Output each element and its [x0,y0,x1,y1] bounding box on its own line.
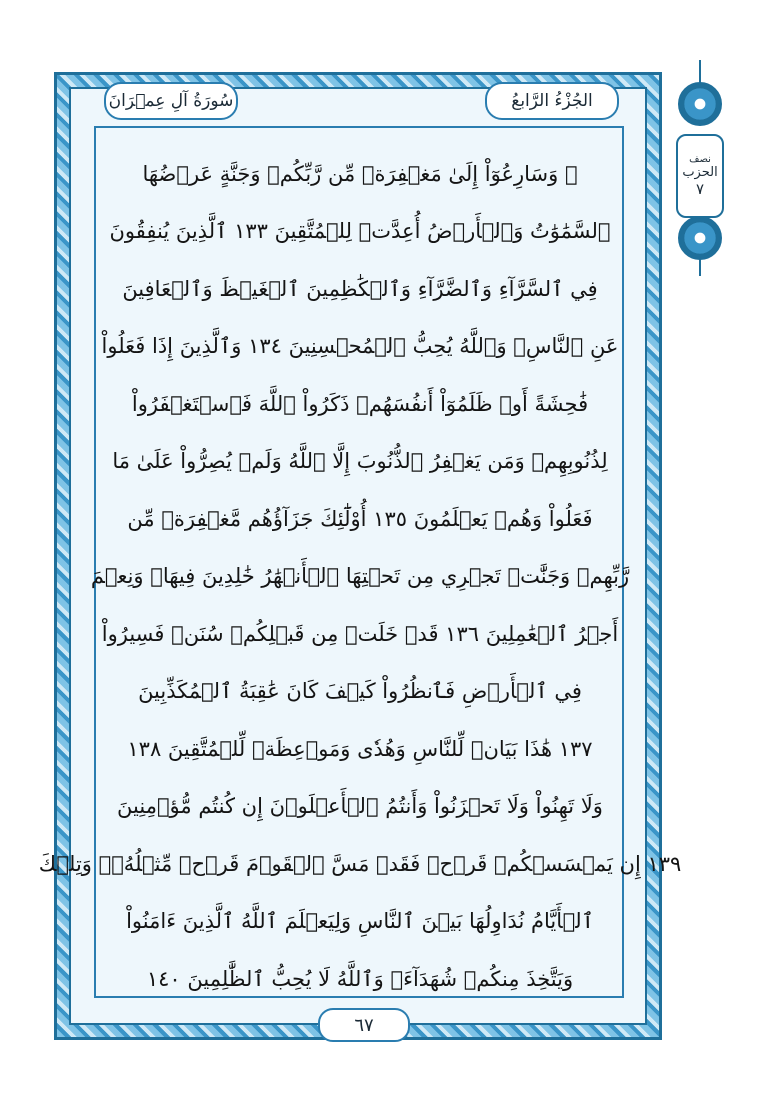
verse-line-2: ٱلسَّمَٰوَٰتُ وَٱلۡأَرۡضُ أُعِدَّتۡ لِلۡمُتَّقِينَ ١٣٣ ٱلَّذِينَ يُنفِقُونَ [109,219,611,244]
verse-line-13: ١٣٩ إِن يَمۡسَسۡكُمۡ قَرۡحٞ فَقَدۡ مَسَّ ٱلۡقَوۡمَ قَرۡحٞ مِّثۡلُهُۥۚ وَتِلۡكَ [38,851,682,876]
verse-line-6: لِذُنُوبِهِمۡ وَمَن يَغۡفِرُ ٱلذُّنُوبَ إِلَّا ٱللَّهُ وَلَمۡ يُصِرُّواْ عَلَىٰ مَا [112,449,608,474]
verse-line-4: عَنِ ٱلنَّاسِۗ وَٱللَّهُ يُحِبُّ ٱلۡمُحۡسِنِينَ ١٣٤ وَٱلَّذِينَ إِذَا فَعَلُواْ [101,334,619,359]
rosette-icon [678,216,722,260]
hizb-fraction: نصف [689,154,711,165]
verse-line-10: فِي ٱلۡأَرۡضِ فَٱنظُرُواْ كَيۡفَ كَانَ عَٰقِبَةُ ٱلۡمُكَذِّبِينَ [138,679,582,704]
verse-line-7: فَعَلُواْ وَهُمۡ يَعۡلَمُونَ ١٣٥ أُوْلَٰٓئِكَ جَزَآؤُهُم مَّغۡفِرَةٞ مِّن [127,506,593,531]
verse-line-11: ١٣٧ هَٰذَا بَيَانٞ لِّلنَّاسِ وَهُدٗى وَمَوۡعِظَةٞ لِّلۡمُتَّقِينَ ١٣٨ [127,736,593,761]
verse-line-1: ۞ وَسَارِعُوٓاْ إِلَىٰ مَغۡفِرَةٖ مِّن رَّبِّكُمۡ وَجَنَّةٍ عَرۡضُهَا [142,161,578,186]
hizb-stem-bottom [699,258,701,276]
juz-label: الجُزْءُ الرَّابعُ [485,82,619,120]
hizb-number: ٧ [695,180,705,198]
rosette-icon [678,82,722,126]
verse-line-5: فَٰحِشَةً أَوۡ ظَلَمُوٓاْ أَنفُسَهُمۡ ذَكَرُواْ ٱللَّهَ فَٱسۡتَغۡفَرُواْ [131,391,589,416]
page-number: ٦٧ [318,1008,410,1042]
verse-line-12: وَلَا تَهِنُواْ وَلَا تَحۡزَنُواْ وَأَنتُمُ ٱلۡأَعۡلَوۡنَ إِن كُنتُم مُّؤۡمِنِينَ [117,794,603,819]
surah-label: سُورَةُ آلِ عِمۡرَانَ [104,82,238,120]
verse-lines [38,145,682,1008]
verse-line-8: رَّبِّهِمۡ وَجَنَّٰتٞ تَجۡرِي مِن تَحۡتِهَا ٱلۡأَنۡهَٰرُ خَٰلِدِينَ فِيهَاۚ وَنِعۡمَ [90,564,630,589]
verse-line-9: أَجۡرُ ٱلۡعَٰمِلِينَ ١٣٦ قَدۡ خَلَتۡ مِن قَبۡلِكُمۡ سُنَنٞ فَسِيرُواْ [101,621,619,646]
verse-line-14: ٱلۡأَيَّامُ نُدَاوِلُهَا بَيۡنَ ٱلنَّاسِ وَلِيَعۡلَمَ ٱللَّهُ ٱلَّذِينَ ءَامَنُواْ [126,909,594,934]
hizb-box [676,134,724,218]
verse-line-3: فِي ٱلسَّرَّآءِ وَٱلضَّرَّآءِ وَٱلۡكَٰظِمِينَ ٱلۡغَيۡظَ وَٱلۡعَافِينَ [122,276,598,301]
hizb-stem-top [699,60,701,84]
hizb-label: الحزب [682,165,718,180]
verse-line-15: وَيَتَّخِذَ مِنكُمۡ شُهَدَآءَۗ وَٱللَّهُ لَا يُحِبُّ ٱلظَّٰلِمِينَ ١٤٠ [146,966,574,991]
hizb-marker [672,60,728,276]
